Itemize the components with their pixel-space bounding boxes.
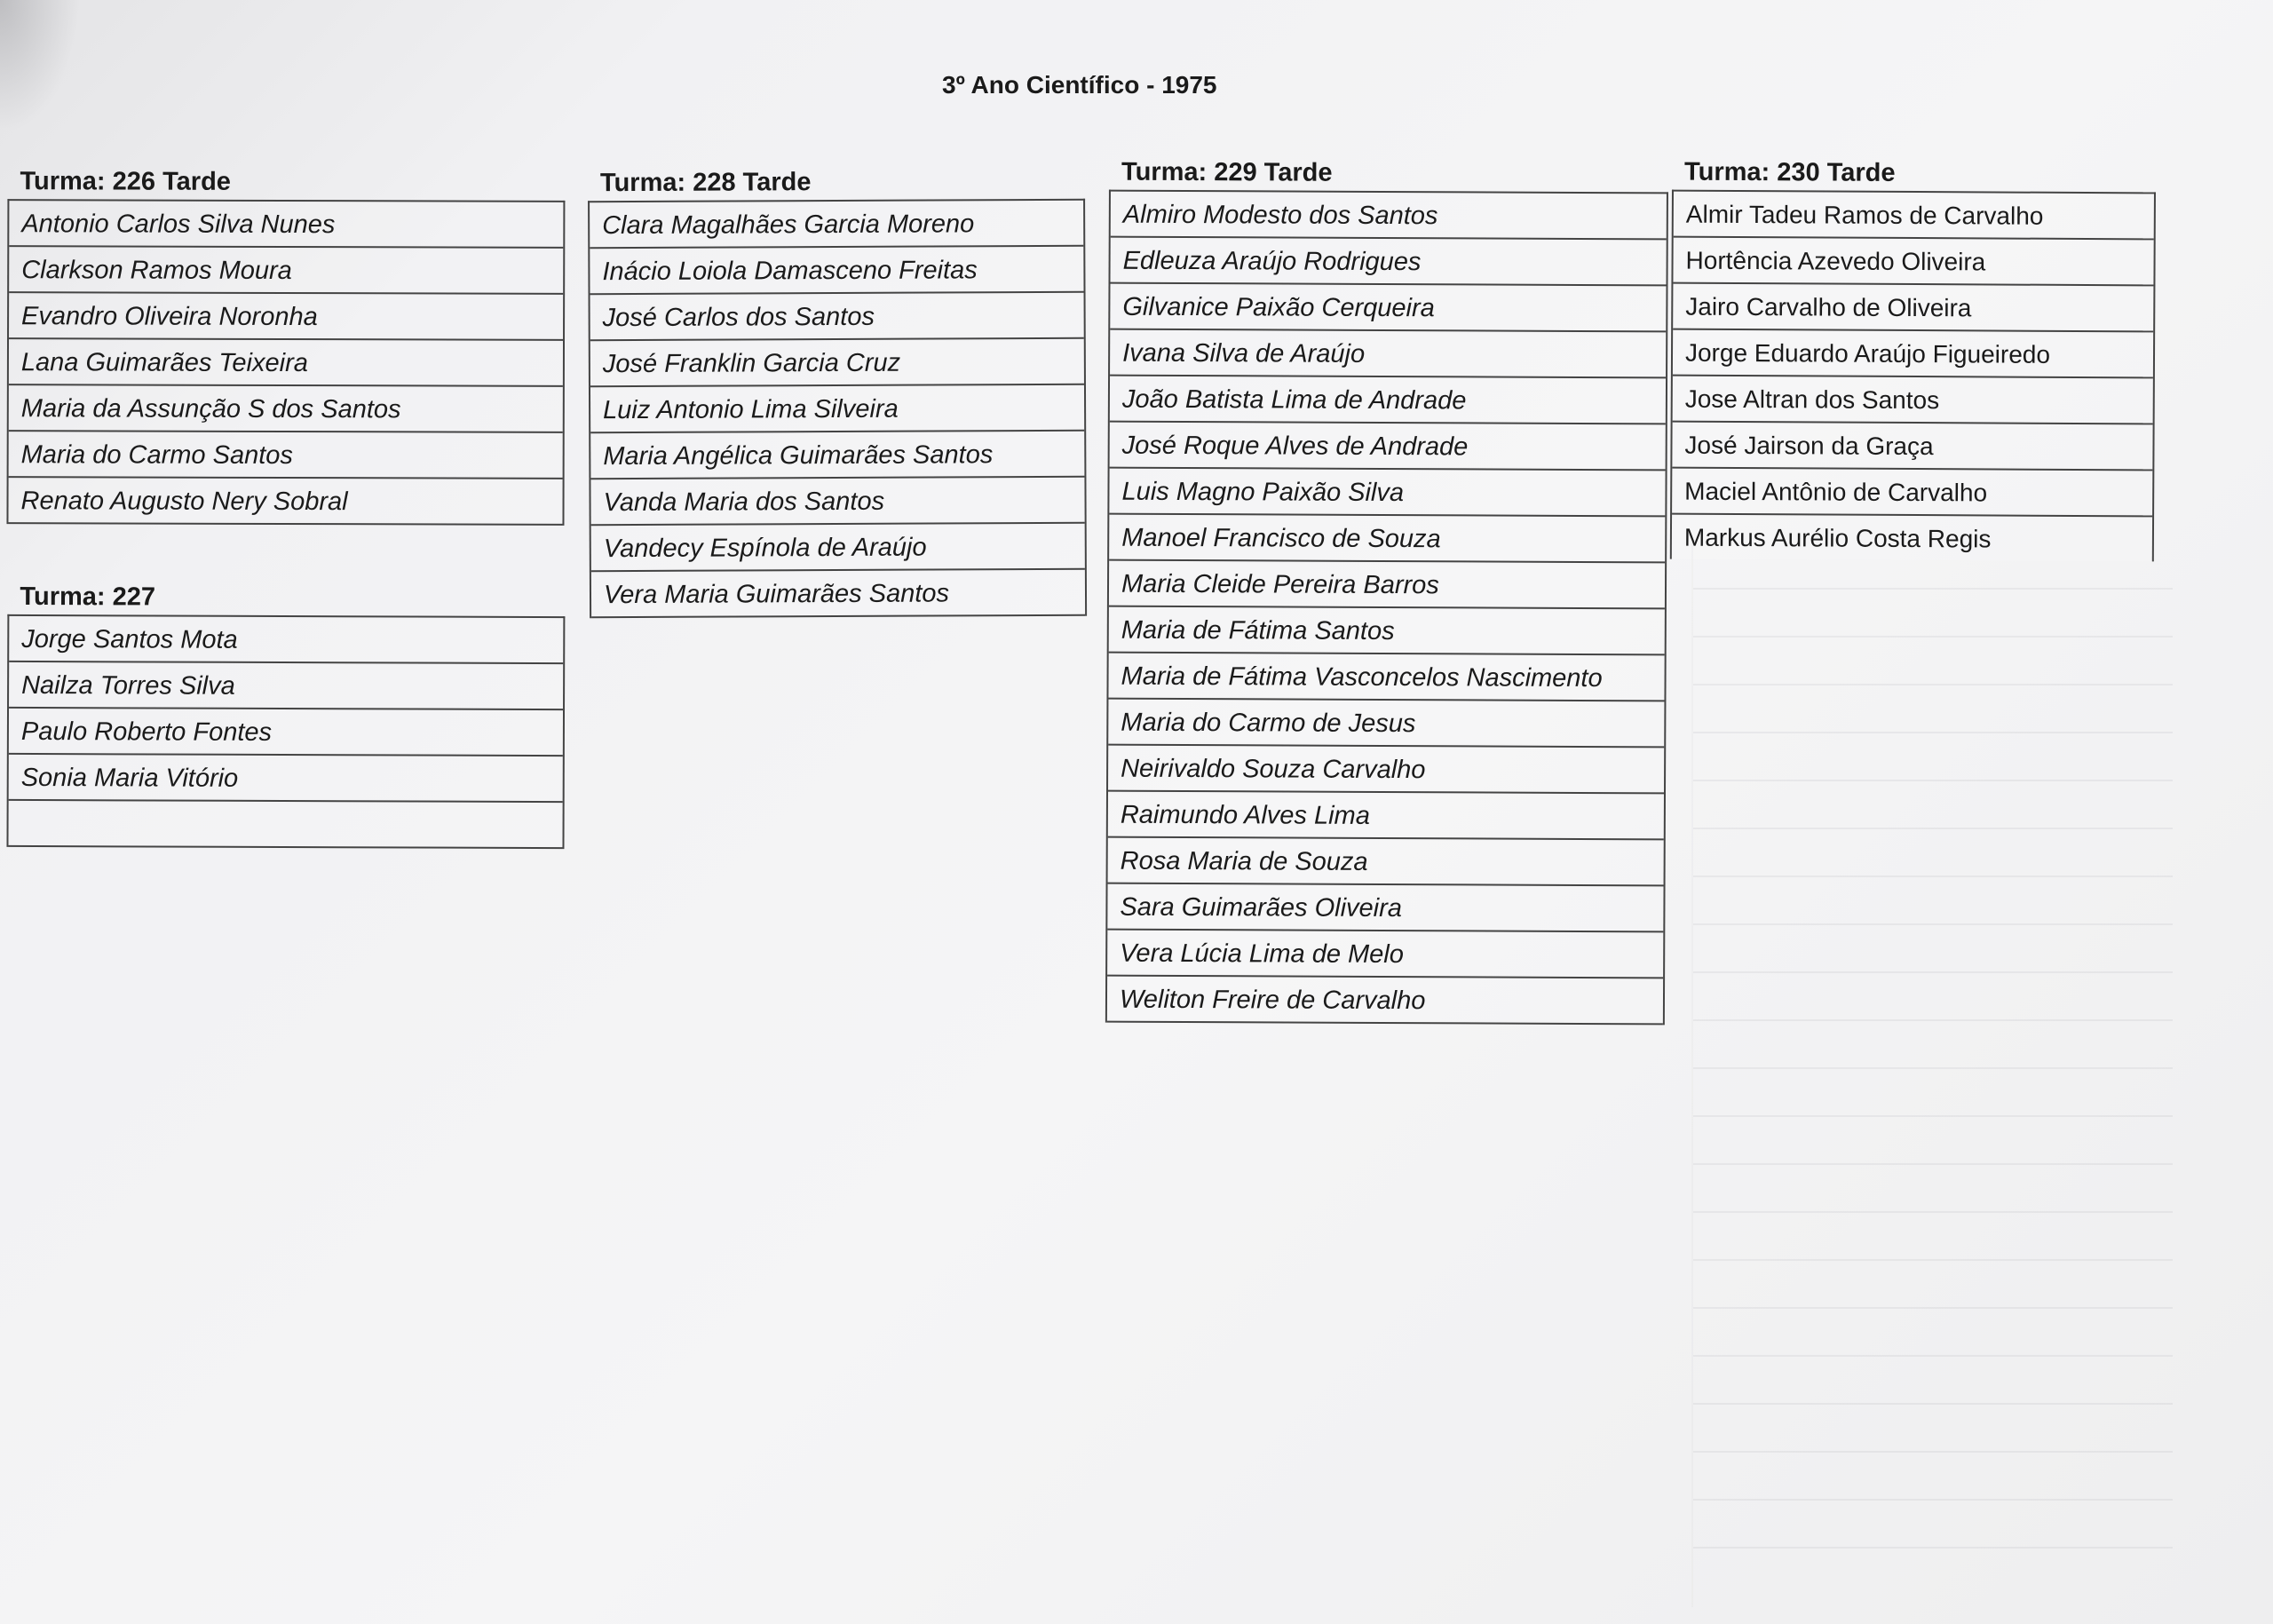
student-row: Maria Angélica Guimarães Santos	[590, 432, 1084, 479]
class-226-block	[6, 163, 565, 526]
student-row: Edleuza Araújo Rodrigues	[1110, 238, 1666, 287]
student-list	[1105, 190, 1668, 1026]
student-row: João Batista Lima de Andrade	[1110, 376, 1666, 425]
student-list	[588, 199, 1087, 618]
class-header: Turma: 229 Tarde	[1121, 157, 1333, 187]
student-row: Jorge Eduardo Araújo Figueiredo	[1673, 330, 2153, 379]
student-row: Hortência Azevedo Oliveira	[1673, 238, 2153, 287]
student-row: Luis Magno Paixão Silva	[1109, 469, 1665, 518]
student-row: José Carlos dos Santos	[590, 293, 1084, 341]
page-title: 3º Ano Científico - 1975	[942, 71, 1217, 99]
student-row: Vera Maria Guimarães Santos	[591, 570, 1085, 618]
student-row: Gilvanice Paixão Cerqueira	[1110, 284, 1666, 333]
student-row: Maciel Antônio de Carvalho	[1672, 469, 2152, 518]
student-row: Almiro Modesto dos Santos	[1111, 192, 1667, 241]
page-corner-shadow	[0, 0, 80, 133]
student-row: Vandecy Espínola de Araújo	[591, 524, 1085, 572]
student-list	[6, 199, 565, 526]
student-row: José Jairson da Graça	[1672, 423, 2152, 471]
class-230-block	[1670, 154, 2156, 562]
student-row: José Roque Alves de Andrade	[1110, 423, 1666, 471]
student-row: José Franklin Garcia Cruz	[590, 339, 1084, 387]
student-row: Clara Magalhães Garcia Moreno	[590, 201, 1083, 249]
paper-bleed-through	[1691, 542, 2173, 1607]
student-row: Neirivaldo Souza Carvalho	[1108, 746, 1664, 795]
student-row: Luiz Antonio Lima Silveira	[590, 385, 1084, 433]
student-row: Antonio Carlos Silva Nunes	[9, 201, 563, 249]
student-row: Jose Altran dos Santos	[1673, 376, 2153, 425]
student-row: Sara Guimarães Oliveira	[1107, 884, 1663, 933]
student-row: Markus Aurélio Costa Regis	[1683, 523, 1992, 553]
student-row: Sonia Maria Vitório	[9, 755, 563, 803]
student-row: Jairo Carvalho de Oliveira	[1673, 284, 2153, 333]
class-header: Turma: 228 Tarde	[599, 168, 812, 198]
class-header: Turma: 227	[20, 582, 156, 612]
student-row: Almir Tadeu Ramos de Carvalho	[1674, 192, 2154, 241]
student-row: Maria de Fátima Vasconcelos Nascimento	[1108, 654, 1664, 702]
class-header: Turma: 226 Tarde	[20, 167, 231, 196]
student-row: Clarkson Ramos Moura	[9, 247, 563, 295]
student-row: Rosa Maria de Souza	[1108, 838, 1664, 887]
student-list	[1670, 190, 2156, 562]
student-row: Vanda Maria dos Santos	[590, 478, 1084, 526]
student-row: Maria de Fátima Santos	[1109, 607, 1665, 656]
student-row: Maria da Assunção S dos Santos	[9, 385, 563, 433]
student-list	[6, 614, 565, 849]
student-row: Vera Lúcia Lima de Melo	[1107, 931, 1663, 979]
student-row: Jorge Santos Mota	[9, 616, 563, 664]
student-row: Weliton Freire de Carvalho	[1107, 977, 1663, 1026]
student-row: Inácio Loiola Damasceno Freitas	[590, 247, 1083, 295]
class-228-block	[588, 163, 1087, 618]
student-row: Nailza Torres Silva	[9, 662, 563, 710]
student-row-empty	[8, 801, 562, 849]
student-row: Paulo Roberto Fontes	[9, 709, 563, 757]
student-row: Maria Cleide Pereira Barros	[1109, 561, 1665, 610]
student-row: Evandro Oliveira Noronha	[9, 293, 563, 341]
student-row: Maria do Carmo de Jesus	[1108, 700, 1664, 749]
class-229-block	[1105, 154, 1668, 1026]
student-row: Raimundo Alves Lima	[1108, 792, 1664, 841]
student-row: Maria do Carmo Santos	[9, 432, 563, 479]
student-row: Ivana Silva de Araújo	[1110, 330, 1666, 379]
class-header: Turma: 230 Tarde	[1684, 157, 1896, 187]
student-row: Lana Guimarães Teixeira	[9, 339, 563, 387]
class-227-block	[6, 579, 565, 849]
student-row: Manoel Francisco de Souza	[1109, 515, 1665, 564]
student-row: Renato Augusto Nery Sobral	[8, 478, 562, 526]
